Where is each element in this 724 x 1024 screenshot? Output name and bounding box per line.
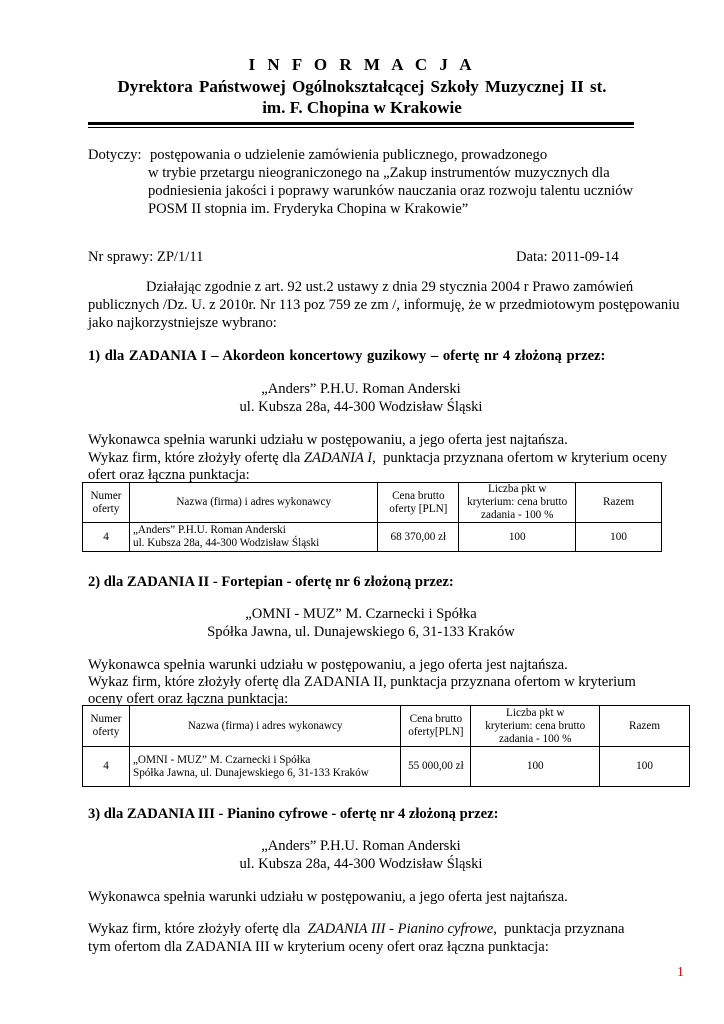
task3-note: Wykonawca spełnia warunki udziału w postępowaniu, a jego oferta jest najtańsza.: [88, 889, 568, 905]
task1-list-task: ZADANIA I,: [303, 450, 376, 466]
cell-price: 68 370,00 zł: [378, 523, 459, 552]
header-rule-thin: [88, 127, 634, 128]
task2-list-a: Wykaz firm, które złożyły ofertę dla ZADANIA II, punktacja przyznana ofertom w kryterium: [88, 674, 636, 690]
subject-line: w trybie przetargu nieograniczonego na „Zakup instrumentów muzycznych dla: [148, 165, 610, 181]
subject-line: POSM II stopnia im. Fryderyka Chopina w Krakowie”: [148, 201, 469, 217]
intro-line: Działając zgodnie z art. 92 ust.2 ustawy z dnia 29 stycznia 2004 r Prawo zamówień: [146, 279, 634, 295]
cell-num: 4: [83, 523, 130, 552]
task3-list-task: ZADANIA III - Pianino cyfrowe,: [307, 921, 497, 937]
subject-line: podniesienia jakości i poprawy warunków nauczania oraz rozwoju talentu uczniów: [148, 183, 634, 199]
header-rule-thick: [88, 122, 634, 125]
task2-heading: 2) dla ZADANIA II - Fortepian - ofertę nr 6 złożoną przez:: [88, 574, 454, 590]
col-header-name: Nazwa (firma) i adres wykonawcy: [129, 483, 377, 523]
cell-name: „OMNI - MUZ” M. Czarnecki i Spółka Spółka Jawna, ul. Dunajewskiego 6, 31-133 Kraków: [129, 747, 400, 787]
task2-note: Wykonawca spełnia warunki udziału w postępowaniu, a jego oferta jest najtańsza.: [88, 657, 568, 673]
task1-list-b: punktacja przyznana ofertom w kryterium oceny: [383, 450, 668, 466]
task3-address: ul. Kubsza 28a, 44-300 Wodzisław Śląski: [239, 856, 483, 872]
col-header-points: Liczba pkt w kryterium: cena brutto zadania - 100 %: [471, 706, 600, 747]
task3-heading: 3) dla ZADANIA III - Pianino cyfrowe - ofertę nr 4 złożoną przez:: [88, 806, 499, 822]
cell-total: 100: [576, 523, 662, 552]
task1-list-c: ofert oraz łączna punktacja:: [88, 467, 250, 483]
subject-label: Dotyczy:: [88, 147, 142, 163]
task2-table: [82, 705, 690, 787]
task2-company: „OMNI - MUZ” M. Czarnecki i Spółka: [245, 606, 477, 622]
col-header-points: Liczba pkt w kryterium: cena brutto zadania - 100 %: [459, 483, 576, 523]
col-header-total: Razem: [576, 483, 662, 523]
case-date: Data: 2011-09-14: [516, 249, 619, 265]
subject-line: postępowania o udzielenie zamówienia publicznego, prowadzonego: [150, 147, 548, 163]
task1-list-a: Wykaz firm, które złożyły ofertę dla: [88, 450, 301, 466]
intro-line: publicznych /Dz. U. z 2010r. Nr 113 poz 759 ze zm /, informuję, że w przedmiotowym postępowaniu: [88, 297, 680, 313]
col-header-num: Numer oferty: [83, 706, 130, 747]
col-header-name: Nazwa (firma) i adres wykonawcy: [129, 706, 400, 747]
task1-address: ul. Kubsza 28a, 44-300 Wodzisław Śląski: [239, 399, 483, 415]
task1-company: „Anders” P.H.U. Roman Anderski: [261, 381, 461, 397]
document-title: I N F O R M A C J A: [248, 55, 476, 74]
task3-company: „Anders” P.H.U. Roman Anderski: [261, 838, 461, 854]
task1-table: [82, 482, 662, 552]
task3-list-a: Wykaz firm, które złożyły ofertę dla: [88, 921, 301, 937]
task3-list-b: punktacja przyznana: [504, 921, 625, 937]
task1-heading: 1) dla ZADANIA I – Akordeon koncertowy guzikowy – ofertę nr 4 złożoną przez:: [88, 348, 606, 364]
table-row: [83, 523, 662, 552]
intro-line: jako najkorzystniejsze wybrano:: [88, 315, 277, 331]
task2-list-c: oceny ofert oraz łączna punktacja:: [88, 691, 289, 707]
table-row: [83, 747, 690, 787]
page-number: 1: [677, 965, 684, 980]
document-subtitle-school: im. F. Chopina w Krakowie: [262, 98, 462, 117]
task1-note: Wykonawca spełnia warunki udziału w postępowaniu, a jego oferta jest najtańsza.: [88, 432, 568, 448]
case-number: Nr sprawy: ZP/1/11: [88, 249, 204, 265]
col-header-price: Cena brutto oferty[PLN]: [401, 706, 471, 747]
cell-points: 100: [471, 747, 600, 787]
task3-list-c: tym ofertom dla ZADANIA III w kryterium oceny ofert oraz łączna punktacja:: [88, 939, 549, 955]
cell-name: „Anders” P.H.U. Roman Anderski ul. Kubsza 28a, 44-300 Wodzisław Śląski: [129, 523, 377, 552]
col-header-price: Cena brutto oferty [PLN]: [378, 483, 459, 523]
col-header-total: Razem: [600, 706, 690, 747]
cell-price: 55 000,00 zł: [401, 747, 471, 787]
col-header-num: Numer oferty: [83, 483, 130, 523]
task1-list-intro: [88, 449, 667, 467]
cell-num: 4: [83, 747, 130, 787]
task2-address: Spółka Jawna, ul. Dunajewskiego 6, 31-133 Kraków: [207, 624, 515, 640]
cell-points: 100: [459, 523, 576, 552]
task3-list-intro: [88, 920, 624, 938]
document-subtitle: Dyrektora Państwowej Ogólnokształcącej Szkoły Muzycznej II st.: [117, 77, 607, 96]
cell-total: 100: [600, 747, 690, 787]
